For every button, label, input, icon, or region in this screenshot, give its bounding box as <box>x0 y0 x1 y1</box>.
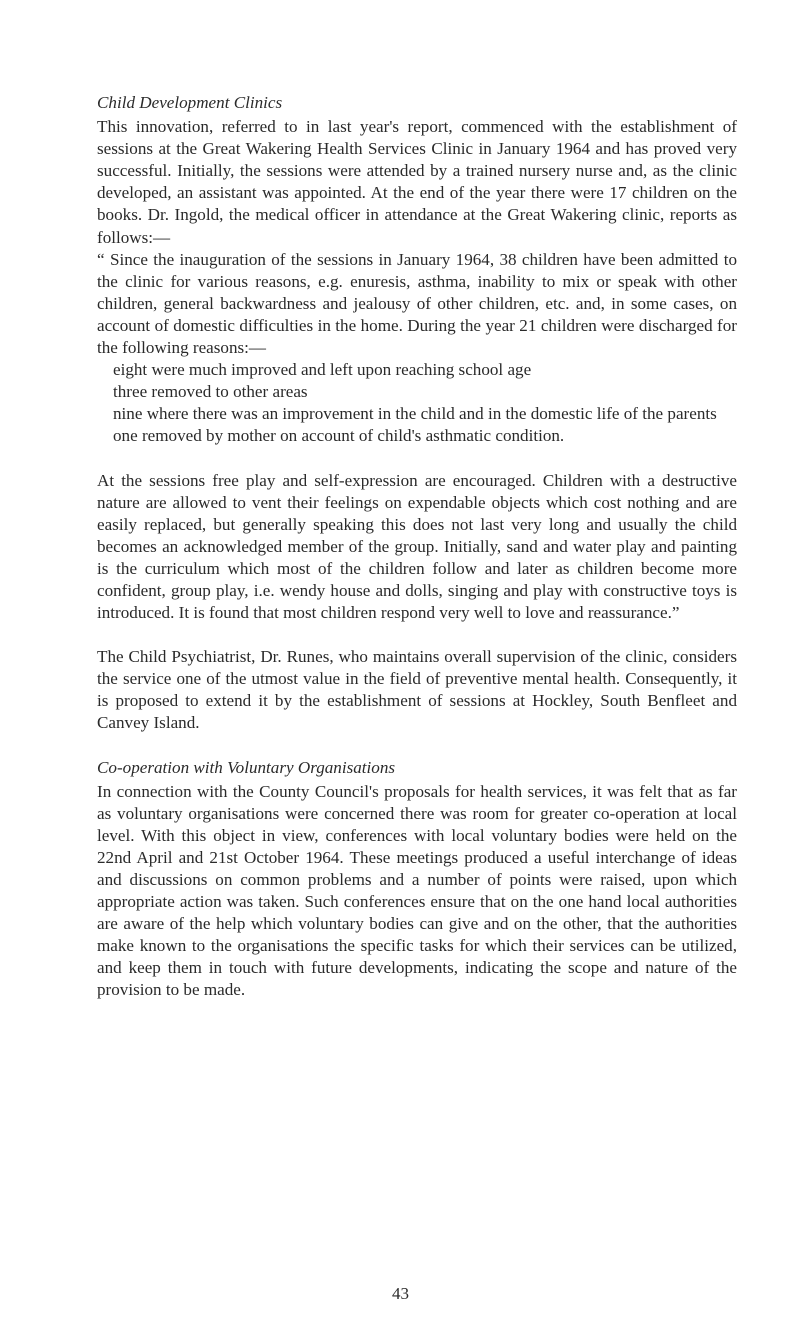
paragraph-co-operation: In connection with the County Council's proposals for health services, it was felt that as far as voluntary organisations were concerned there was room for greater co-operation at local level. With this object in view, conferences with local voluntary bodies were held on the 22nd April and 21st October 1964. These meetings produced a useful interchange of ideas and discussions on common problems and a number of points were raised, upon which appropriate action was taken. Such conferences ensure that on the one hand local authorities are aware of the help which voluntary bodies can give and on the other, that the authorities make known to the organisations the specific tasks for which their services can be utilized, and keep them in touch with future developments, indicating the scope and nature of the provision to be made. <box>97 781 737 1000</box>
paragraph-innovation: This innovation, referred to in last year's report, commenced with the establishment of sessions at the Great Wakering Health Services Clinic in January 1964 and has proved very successful. Initially, the sessions were attended by a trained nursery nurse and, as the clinic developed, an assistant was appointed. At the end of the year there were 17 children on the books. Dr. Ingold, the medical officer in attendance at the Great Wakering clinic, reports as follows:— <box>97 117 737 247</box>
list-item: nine where there was an improvement in the child and in the domestic life of the parents <box>113 404 717 424</box>
list-item: one removed by mother on account of child's asthmatic condition. <box>113 426 565 446</box>
paragraph-free-play: At the sessions free play and self-expression are encouraged. Children with a destructive nature are allowed to vent their feelings on expendable objects which cost nothing and are easily replaced, but generally speaking this does not last very long and usually the child becomes an acknowledged member of the group. Initially, sand and water play and painting is the curriculum which most of the children follow and later as children become more confident, group play, i.e. wendy house and dolls, singing and play with constructive toys is introduced. It is found that most children respond very well to love and reassurance.” <box>97 470 737 623</box>
list-item: eight were much improved and left upon reaching school age <box>113 360 532 380</box>
page-number: 43 <box>392 1284 409 1303</box>
list-item: three removed to other areas <box>113 382 308 402</box>
page-body <box>97 92 737 1002</box>
section-heading-voluntary-organisations: Co-operation with Voluntary Organisations <box>97 757 396 777</box>
section-heading-child-development-clinics: Child Development Clinics <box>97 93 283 112</box>
discharge-reasons-list <box>97 359 737 447</box>
paragraph-quote-intro: “ Since the inauguration of the sessions in January 1964, 38 children have been admitted to the clinic for various reasons, e.g. enuresis, asthma, inability to mix or speak with other children, general backwardness and jealousy of other children, etc. and, in some cases, on account of domestic difficulties in the home. During the year 21 children were discharged for the following reasons:— <box>97 249 737 358</box>
paragraph-child-psychiatrist: The Child Psychiatrist, Dr. Runes, who maintains overall supervision of the clinic, considers the service one of the utmost value in the field of preventive mental health. Consequently, it is proposed to extend it by the establishment of sessions at Hockley, South Benfleet and Canvey Island. <box>97 647 737 733</box>
